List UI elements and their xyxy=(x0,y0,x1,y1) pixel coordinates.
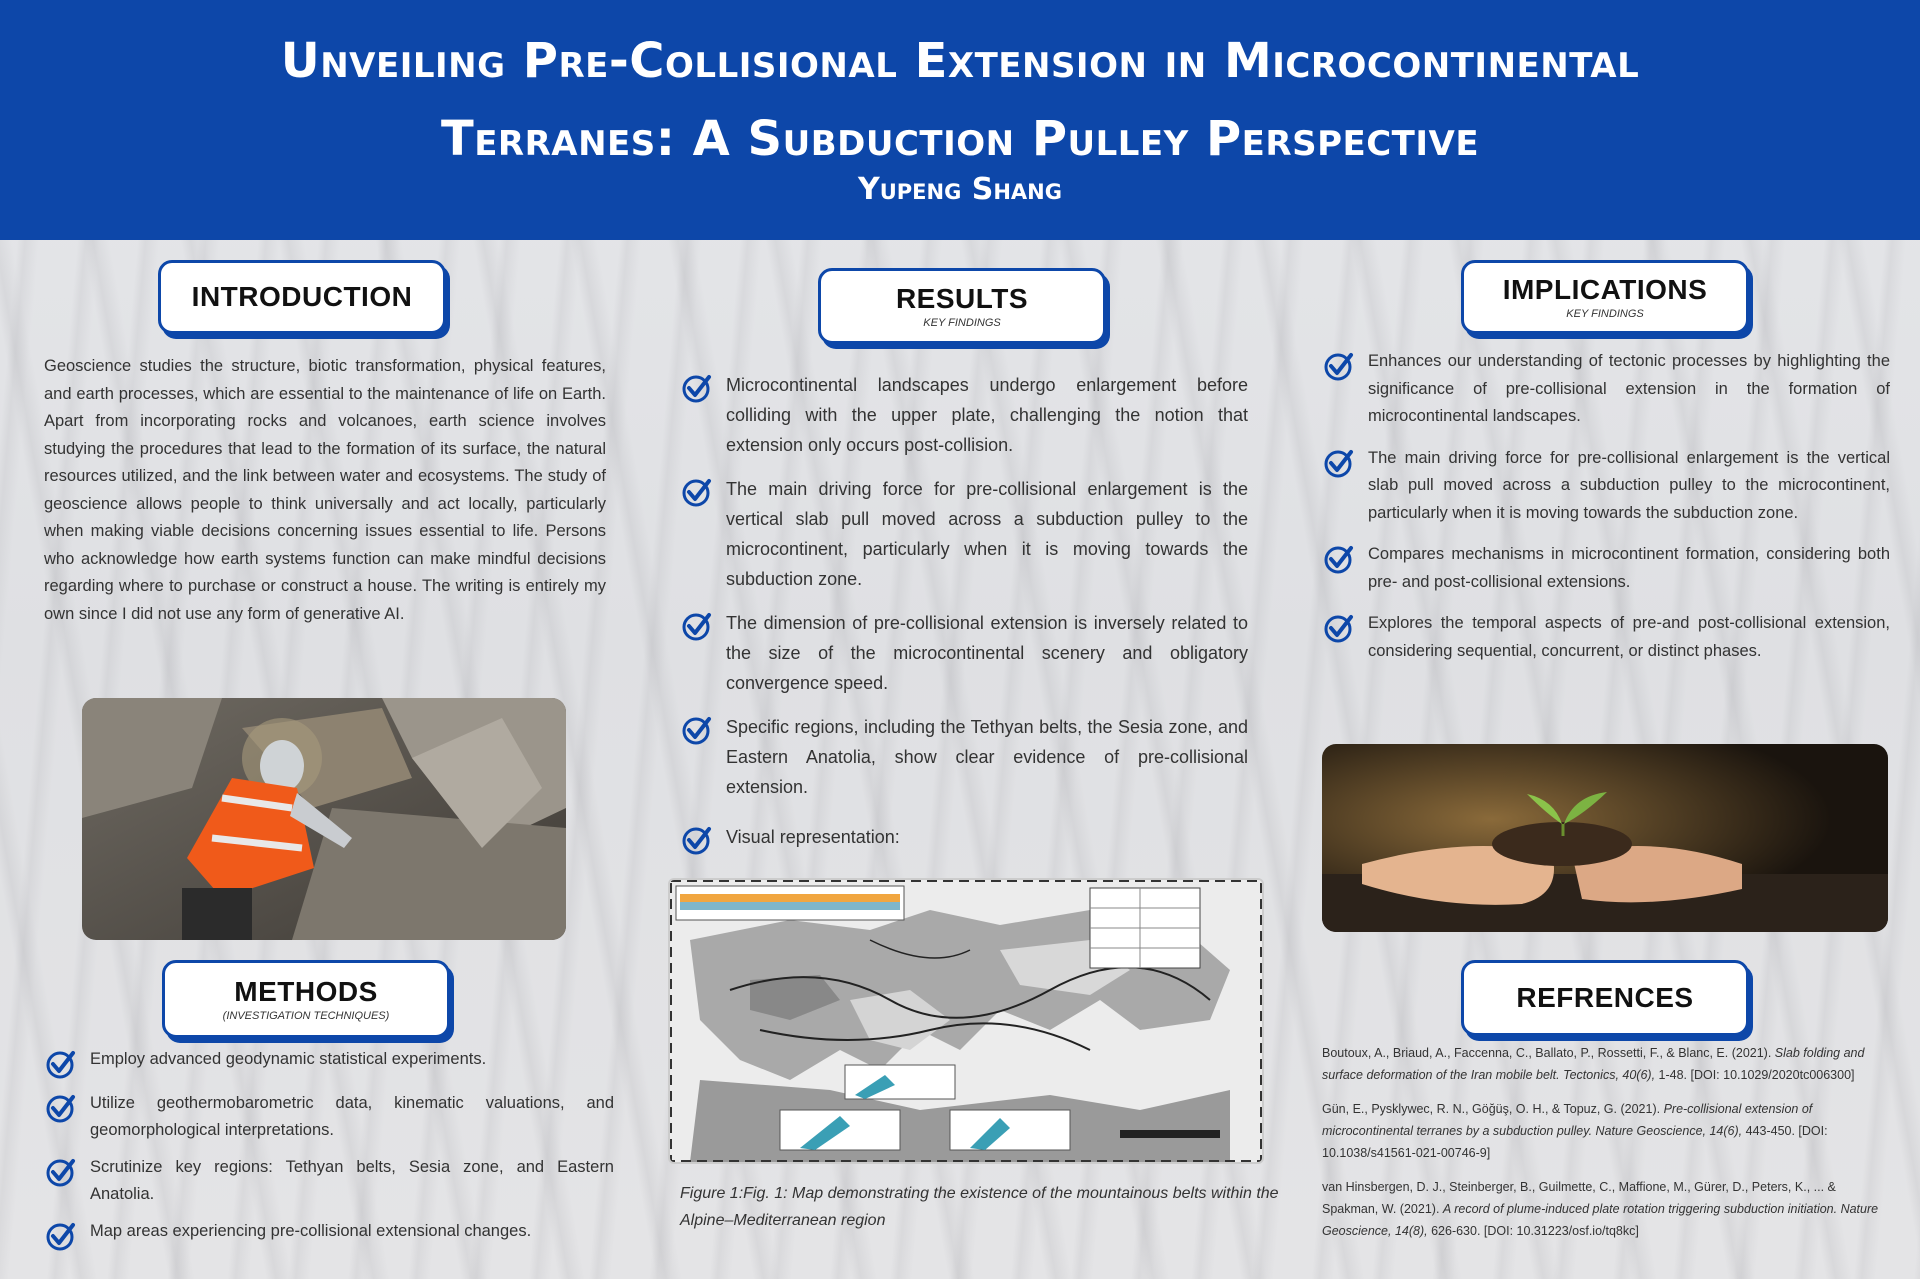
checkmark-icon xyxy=(1322,447,1354,479)
seedling-hands-photo xyxy=(1322,744,1888,932)
poster-title xyxy=(0,22,1920,178)
references-list xyxy=(1322,1042,1892,1254)
alpine-mediterranean-map xyxy=(668,878,1264,1164)
checkmark-icon xyxy=(680,824,712,856)
list-item: Enhances our understanding of tectonic processes by highlighting the significance of pre-collisional extension in the formation of microcontinental landscapes. xyxy=(1322,348,1890,431)
title-line-1: Unveiling Pre-Collisional Extension in Microcontinental xyxy=(280,33,1640,89)
references-heading: REFRENCES xyxy=(1516,982,1694,1013)
figure-caption: Figure 1:Fig. 1: Map demonstrating the existence of the mountainous belts within the Alpine–Mediterranean region xyxy=(680,1185,1279,1229)
list-item: Explores the temporal aspects of pre-and post-collisional extension, considering sequential, concurrent, or distinct phases. xyxy=(1322,610,1890,665)
geologist-photo xyxy=(82,698,566,940)
checkmark-icon xyxy=(1322,612,1354,644)
list-item: Scrutinize key regions: Tethyan belts, Sesia zone, and Eastern Anatolia. xyxy=(44,1154,614,1208)
results-list xyxy=(680,370,1248,856)
list-item: Microcontinental landscapes undergo enlargement before colliding with the upper plate, challenging the notion that extension only occurs post-collision. xyxy=(680,370,1248,460)
checkmark-icon xyxy=(680,714,712,746)
list-item: The main driving force for pre-collisional enlargement is the vertical slab pull moved across a subduction pulley to the microcontinent, particularly when it is moving towards the subduction zone. xyxy=(1322,445,1890,528)
results-subheading: KEY FINDINGS xyxy=(923,317,1001,329)
list-item: Specific regions, including the Tethyan belts, the Sesia zone, and Eastern Anatolia, show clear evidence of pre-collisional extension. xyxy=(680,712,1248,802)
list-item: Compares mechanisms in microcontinent formation, considering both pre- and post-collisional extensions. xyxy=(1322,541,1890,596)
checkmark-icon xyxy=(1322,543,1354,575)
implications-list xyxy=(1322,348,1890,665)
checkmark-icon xyxy=(44,1220,76,1252)
map-illustration xyxy=(670,880,1262,1162)
implications-heading-box xyxy=(1461,260,1749,334)
reference-item: van Hinsbergen, D. J., Steinberger, B., Guilmette, C., Maffione, M., Gürer, D., Peters, K., ... & Spakman, W. (2021). A record of plume-induced plate rotation triggering subduction initiation. Nature Geoscience, 14(8), 626-630. [DOI: 10.31223/osf.io/tq8kc] xyxy=(1322,1180,1879,1238)
list-item: The main driving force for pre-collisional enlargement is the vertical slab pull moved across a subduction pulley to the microcontinent, particularly when it is moving towards the subduction zone. xyxy=(680,474,1248,594)
methods-heading-box xyxy=(162,960,450,1038)
title-line-2: Terranes: A Subduction Pulley Perspective xyxy=(440,111,1480,167)
checkmark-icon xyxy=(1322,350,1354,382)
visual-representation-label: Visual representation: xyxy=(726,827,900,847)
methods-list xyxy=(44,1046,614,1252)
checkmark-icon xyxy=(44,1156,76,1188)
seedling-photo-illustration xyxy=(1322,744,1888,932)
introduction-heading: INTRODUCTION xyxy=(191,281,413,312)
reference-item: Gün, E., Pysklywec, R. N., Göğüş, O. H., & Topuz, G. (2021). Pre-collisional extension of microcontinental terranes by a subduction pulley. Nature Geoscience, 14(6), 443-450. [DOI: 10.1038/s41561-021-00746-9] xyxy=(1322,1102,1828,1160)
introduction-text: Geoscience studies the structure, biotic transformation, physical features, and earth processes, which are essential to the maintenance of life on Earth. Apart from incorporating rocks and volcanoes, earth science involves studying the procedures that lead to the formation of its surface, the natural resources utilized, and the link between water and ecosystems. The study of geoscience allows people to think universally and act locally, particularly when making viable decisions concerning issues essential to life. Persons who acknowledge how earth systems function can make mindful decisions regarding where to purchase or construct a house. The writing is entirely my own since I did not use any form of generative AI. xyxy=(44,357,606,623)
methods-subheading: (INVESTIGATION TECHNIQUES) xyxy=(222,1010,390,1022)
references-heading-box xyxy=(1461,960,1749,1036)
results-heading-box xyxy=(818,268,1106,344)
author-name: Yupeng Shang xyxy=(857,172,1062,207)
methods-heading: METHODS xyxy=(234,976,378,1007)
results-heading: RESULTS xyxy=(895,283,1029,314)
geologist-photo-illustration xyxy=(82,698,566,940)
implications-heading: IMPLICATIONS xyxy=(1502,274,1708,305)
poster-header xyxy=(0,0,1920,240)
reference-item: Boutoux, A., Briaud, A., Faccenna, C., Ballato, P., Rossetti, F., & Blanc, E. (2021). Slab folding and surface deformation of the Iran mobile belt. Tectonics, 40(6), 1-48. [DOI: 10.1029/2020tc006300] xyxy=(1322,1046,1865,1082)
checkmark-icon xyxy=(44,1048,76,1080)
list-item: Map areas experiencing pre-collisional extensional changes. xyxy=(44,1218,614,1252)
list-item: Utilize geothermobarometric data, kinematic valuations, and geomorphological interpretations. xyxy=(44,1090,614,1144)
checkmark-icon xyxy=(680,476,712,508)
checkmark-icon xyxy=(680,610,712,642)
implications-subheading: KEY FINDINGS xyxy=(1566,308,1644,320)
list-item xyxy=(680,822,1248,856)
list-item: The dimension of pre-collisional extension is inversely related to the size of the microcontinental scenery and obligatory convergence speed. xyxy=(680,608,1248,698)
checkmark-icon xyxy=(680,372,712,404)
list-item: Employ advanced geodynamic statistical experiments. xyxy=(44,1046,614,1080)
introduction-heading-box xyxy=(158,260,446,334)
checkmark-icon xyxy=(44,1092,76,1124)
